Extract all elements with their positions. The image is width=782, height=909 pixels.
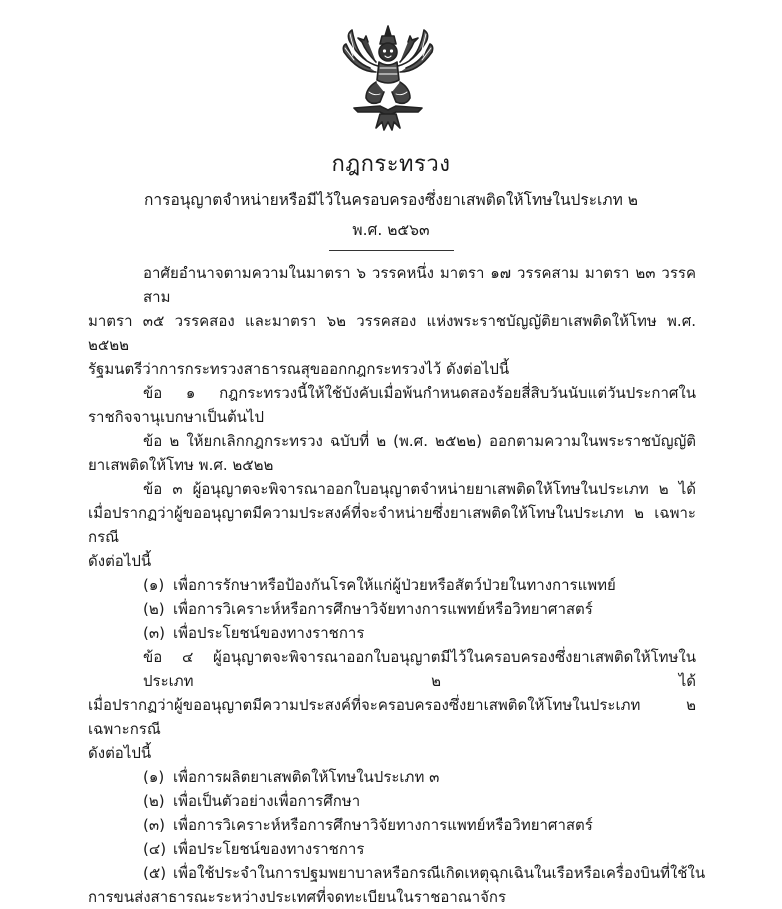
section-line: ราชกิจจานุเบกษาเป็นต้นไป xyxy=(88,408,265,426)
list-item xyxy=(88,621,696,645)
item-number: (๑) xyxy=(143,576,165,594)
item-text: เพื่อประโยชน์ของทางราชการ xyxy=(173,840,365,858)
item-text: เพื่อการรักษาหรือป้องกันโรคให้แก่ผู้ป่วยหรือสัตว์ป่วยในทางการแพทย์ xyxy=(173,576,616,594)
section-line: เมื่อปรากฏว่าผู้ขออนุญาตมีความประสงค์ที่จะครอบครองซึ่งยาเสพติดให้โทษในประเภท ๒ เฉพาะกรณี xyxy=(88,696,696,738)
section-line: ข้อ ๑ กฎกระทรวงนี้ให้ใช้บังคับเมื่อพ้นกำหนดสองร้อยสี่สิบวันนับแต่วันประกาศใน xyxy=(143,384,696,402)
section-2 xyxy=(88,429,696,477)
section-line: ข้อ ๓ ผู้อนุญาตจะพิจารณาออกใบอนุญาตจำหน่ายยาเสพติดให้โทษในประเภท ๒ ได้ xyxy=(143,480,696,498)
section-line: ข้อ ๔ ผู้อนุญาตจะพิจารณาออกใบอนุญาตมีไว้ในครอบครองซึ่งยาเสพติดให้โทษในประเภท ๒ ได้ xyxy=(143,648,696,690)
item-number: (๕) xyxy=(143,864,167,882)
garuda-emblem-icon xyxy=(336,22,440,134)
title-divider xyxy=(329,250,454,251)
item-number: (๒) xyxy=(143,792,165,810)
preamble xyxy=(88,261,696,381)
item-text: เพื่อเป็นตัวอย่างเพื่อการศึกษา xyxy=(173,792,361,810)
section-4 xyxy=(88,645,706,909)
item-number: (๓) xyxy=(143,624,165,642)
item-text: เพื่อการผลิตยาเสพติดให้โทษในประเภท ๓ xyxy=(173,768,440,786)
list-item xyxy=(88,813,696,837)
document-title: กฎกระทรวง xyxy=(331,152,451,177)
item-text: เพื่อประโยชน์ของทางราชการ xyxy=(173,624,365,642)
item-number: (๓) xyxy=(143,816,165,834)
item-number: (๑) xyxy=(143,768,165,786)
list-item xyxy=(88,765,696,789)
item-continuation: การขนส่งสาธารณะระหว่างประเทศที่จดทะเบียนในราชอาณาจักร xyxy=(88,888,507,906)
item-text: เพื่อการวิเคราะห์หรือการศึกษาวิจัยทางการแพทย์หรือวิทยาศาสตร์ xyxy=(173,600,593,618)
preamble-line: อาศัยอำนาจตามความในมาตรา ๖ วรรคหนึ่ง มาตรา ๑๗ วรรคสาม มาตรา ๒๓ วรรคสาม xyxy=(143,264,696,306)
preamble-line: รัฐมนตรีว่าการกระทรวงสาธารณสุขออกกฎกระทรวงไว้ ดังต่อไปนี้ xyxy=(88,360,510,378)
section-line: ดังต่อไปนี้ xyxy=(88,744,152,762)
section-line: ดังต่อไปนี้ xyxy=(88,552,152,570)
list-item xyxy=(88,573,696,597)
section-line: เมื่อปรากฏว่าผู้ขออนุญาตมีความประสงค์ที่จะจำหน่ายซึ่งยาเสพติดให้โทษในประเภท ๒ เฉพาะกรณี xyxy=(88,504,696,546)
list-item xyxy=(88,861,706,885)
document-year: พ.ศ. ๒๕๖๓ xyxy=(352,221,430,239)
list-item xyxy=(88,789,696,813)
item-text: เพื่อการวิเคราะห์หรือการศึกษาวิจัยทางการแพทย์หรือวิทยาศาสตร์ xyxy=(173,816,593,834)
section-line: ยาเสพติดให้โทษ พ.ศ. ๒๕๒๒ xyxy=(88,456,274,474)
item-number: (๔) xyxy=(143,840,167,858)
section-line: ข้อ ๒ ให้ยกเลิกกฎกระทรวง ฉบับที่ ๒ (พ.ศ. ๒๕๒๒) ออกตามความในพระราชบัญญัติ xyxy=(143,432,696,450)
item-text: เพื่อใช้ประจำในการปฐมพยาบาลหรือกรณีเกิดเหตุฉุกเฉินในเรือหรือเครื่องบินที่ใช้ใน xyxy=(173,864,706,882)
list-item xyxy=(88,597,696,621)
list-item xyxy=(88,837,696,861)
document-subtitle: การอนุญาตจำหน่ายหรือมีไว้ในครอบครองซึ่งยาเสพติดให้โทษในประเภท ๒ xyxy=(144,191,638,209)
item-number: (๒) xyxy=(143,600,165,618)
document-body xyxy=(88,261,706,909)
section-1 xyxy=(88,381,696,429)
preamble-line: มาตรา ๓๕ วรรคสอง และมาตรา ๖๒ วรรคสอง แห่งพระราชบัญญัติยาเสพติดให้โทษ พ.ศ. ๒๕๒๒ xyxy=(88,312,696,354)
section-3 xyxy=(88,477,696,645)
